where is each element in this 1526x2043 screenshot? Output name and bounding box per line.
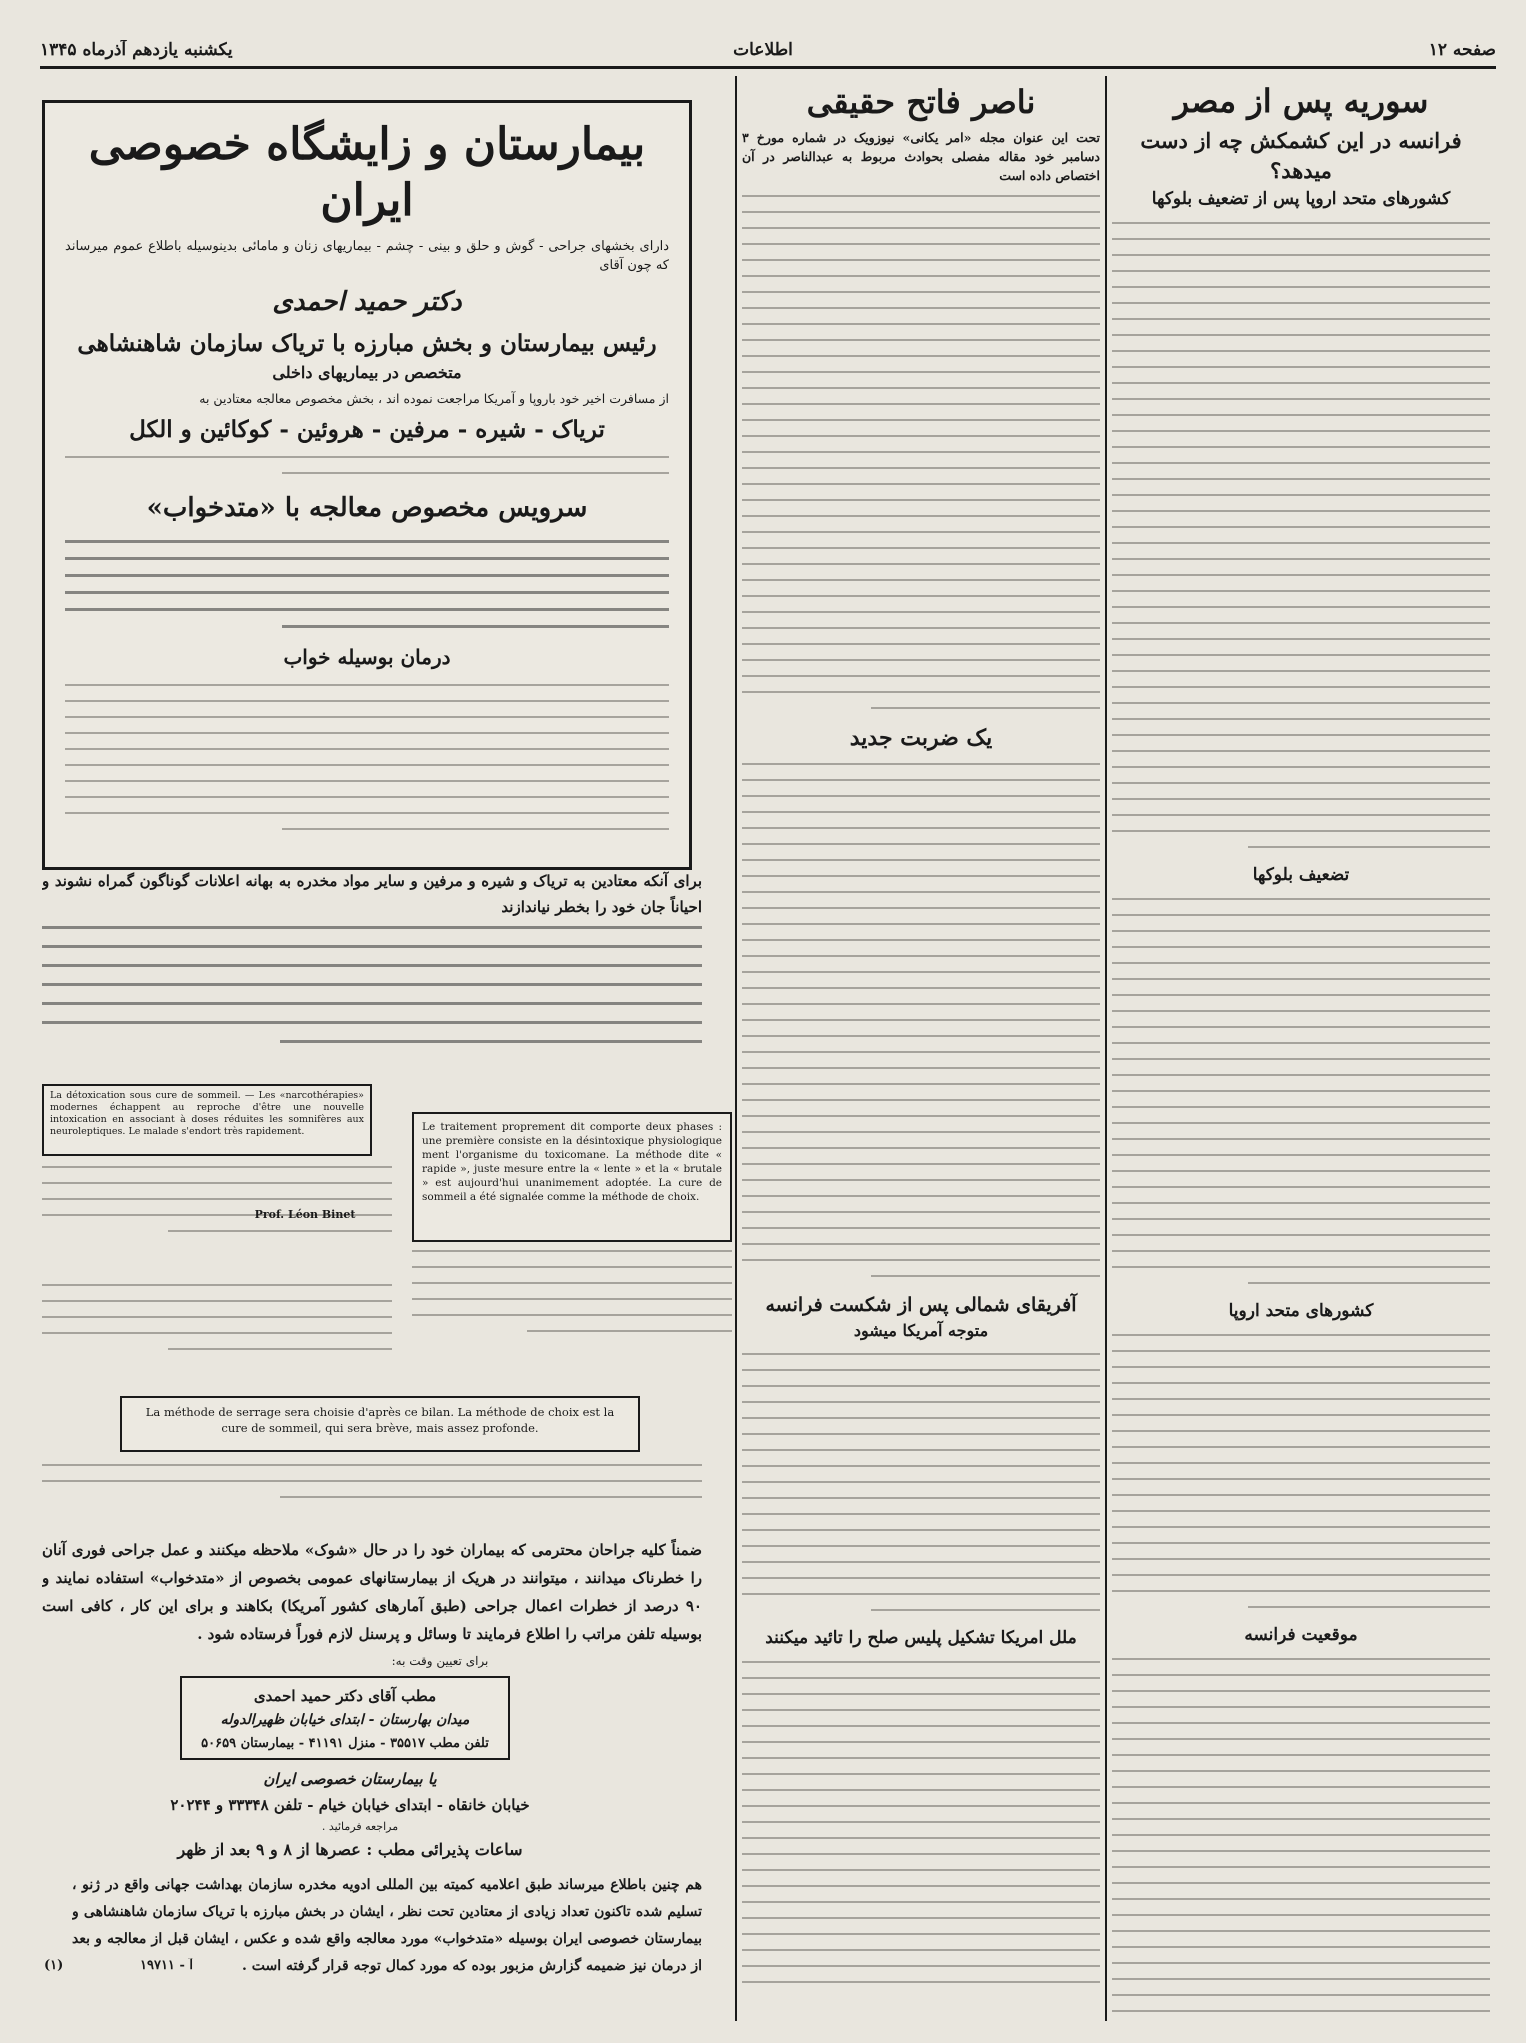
article-body [1112, 898, 1490, 1284]
doctor-specialty: متخصص در بیماریهای داخلی [272, 363, 462, 382]
hospital-departments: دارای بخشهای جراحی - گوش و حلق و بینی - چشم - بیماریهای زنان و مامائی بدینوسیله باطلاع عموم میرساند که چون آقای [65, 239, 669, 273]
office-line-2: میدان بهارستان - ابتدای خیابان ظهیرالدوله [220, 1712, 470, 1728]
article-body [742, 1353, 1100, 1611]
hospital-name: بیمارستان و زایشگاه خصوصی ایران [88, 119, 646, 226]
persian-translation-2 [412, 1250, 732, 1354]
french-quote-treatment: Le traitement proprement dit comporte deux phases : une première consiste en la désintoxique physiologique ment l'organisme du toxicomane. La méthode dite « rapide », juste mesure entre la « lente » et la « brutale » est aujourd'hui unanimement adoptée. La cure de sommeil a été signalée comme la méthode de choix. [412, 1112, 732, 1242]
column-divider [1105, 76, 1107, 2021]
office-line-3: تلفن مطب ۳۵۵۱۷ - منزل ۴۱۱۹۱ - بیمارستان ۵۰۶۵۹ [201, 1736, 489, 1751]
article-body [1112, 1334, 1490, 1608]
article-body [742, 195, 1100, 709]
office-address-box [180, 1676, 510, 1760]
ad-body [65, 540, 669, 628]
section-heading: یک ضربت جدید [849, 725, 993, 751]
persian-translation-4 [42, 1464, 702, 1526]
article-body [742, 1661, 1100, 1983]
french-quote-method: La méthode de serrage sera choisie d'après ce bilan. La méthode de choix est la cure de sommeil, qui sera brève, mais assez profonde. [120, 1396, 640, 1452]
hospital-alt-name: یا بیمارستان خصوصی ایران [263, 1770, 437, 1788]
article-subtitle: فرانسه در این کشمکش چه از دست میدهد؟ [1140, 128, 1462, 183]
doctor-returned: از مسافرت اخیر خود باروپا و آمریکا مراجعت نموده اند ، بخش مخصوص معالجه معتادین به [199, 391, 669, 406]
ad-body [65, 684, 669, 830]
section-subheading: متوجه آمریکا میشود [853, 1321, 989, 1340]
hospital-address: خیابان خانقاه - ابتدای خیابان خیام - تلفن ۳۳۳۴۸ و ۲۰۲۴۴ [170, 1796, 530, 1814]
drug-list: تریاک - شیره - مرفین - هروئین - کوکائین و الکل [129, 416, 605, 443]
article-syria [1112, 76, 1490, 2021]
article-body [1112, 1658, 1490, 2021]
office-line-1: مطب آقای دکتر حمید احمدی [253, 1687, 437, 1705]
sleep-treatment-heading: درمان بوسیله خواب [283, 645, 451, 669]
ad-reference-number: آ - ۱۹۷۱۱ [140, 1958, 193, 1973]
persian-translation-3 [42, 1284, 392, 1384]
article-nasser [742, 76, 1100, 2021]
surgeons-notice: ضمناً کلیه جراحان محترمی که بیماران خود را در حال «شوک» ملاحظه میکنند و عمل جراحی فوری آنان را خطرناک میدانند ، میتوانند در هریک از بیمارستانهای عمومی بخصوص از «متدخواب» استفاده نمایند و ۹۰ درصد از خطرات اعمال جراحی (طبق آمارهای کشور آمریکا) بکاهند و برای این کار ، کافی است بوسیله تلفن مراتب را اطلاع فرمایند تا وسائل و پرسنل لازم فوراً فرستاده شود . [42, 1541, 702, 1643]
appointment-label: برای تعیین وقت به: [391, 1654, 489, 1668]
article-intro: تحت این عنوان مجله «امر یکانی» نیوزویک در شماره مورخ ۳ دسامبر خود مقاله مفصلی بحوادث مربوط به عبدالناصر در آن اختصاص داده است [742, 130, 1100, 183]
article-body [742, 763, 1100, 1277]
public-notice: برای آنکه معتادین به تریاک و شیره و مرفین و سایر مواد مخدره به بهانه اعلانات گوناگون گمراه نشوند و احیاناً جان خود را بخطر نیاندازند [42, 872, 702, 916]
doctor-role: رئیس بیمارستان و بخش مبارزه با تریاک سازمان شاهنشاهی [77, 330, 657, 357]
ad-reference-index: (۱) [44, 1958, 64, 1973]
section-heading: ملل امریکا تشکیل پلیس صلح را تائید میکنند [765, 1628, 1077, 1648]
hospital-advertisement [42, 100, 692, 870]
section-heading: کشورهای متحد اروپا [1228, 1301, 1374, 1321]
office-hours: ساعات پذیرائی مطب : عصرها از ۸ و ۹ بعد از ظهر [177, 1840, 523, 1859]
sleep-method-service: سرویس مخصوص معالجه با «متدخواب» [146, 493, 588, 523]
section-heading: کشورهای متحد اروپا پس از تضعیف بلوکها [1151, 189, 1451, 209]
french-quote-detoxication: La détoxication sous cure de sommeil. — Les «narcothérapies» modernes échappent au reproche d'être une nouvelle intoxication en associant à doses réduites les somnifères aux neuroleptiques. Le malade s'endort très rapidement. [42, 1084, 372, 1156]
newspaper-name: اطلاعات [733, 40, 793, 60]
french-reference: Prof. Léon Binet [254, 1208, 356, 1221]
ad-body [65, 456, 669, 474]
section-heading: موقعیت فرانسه [1244, 1625, 1358, 1645]
article-title: ناصر فاتح حقیقی [806, 83, 1036, 121]
page-number: صفحه ۱۲ [1428, 40, 1496, 60]
section-heading: آفریقای شمالی پس از شکست فرانسه [765, 1294, 1077, 1316]
column-divider [735, 76, 737, 2021]
hospital-note: مراجعه فرمائید . [321, 1820, 399, 1833]
public-notice-body [42, 926, 702, 1086]
who-notice: هم چنین باطلاع میرساند طبق اعلامیه کمیته بین المللی ادویه مخدره سازمان بهداشت جهانی واقع در ژنو ، تسلیم شده تاکنون تعداد زیادی از معتادین تحت نظر ، ایشان در بخش مبارزه با تریاک سازمان شاهنشاهی و بیمارستان خصوصی ایران بوسیله «متدخواب» مورد معالجه واقع شده و عکس ، ایشان قبل از معالجه و بعد از درمان نیز ضمیمه گزارش مزبور بوده که مورد کمال توجه قرار گرفته است . [72, 1877, 702, 1974]
doctor-name: دکتر حمید احمدی [272, 287, 462, 317]
issue-date: یکشنبه یازدهم آذرماه ۱۳۴۵ [40, 40, 233, 60]
article-body [1112, 222, 1490, 848]
article-title: سوریه پس از مصر [1173, 82, 1429, 120]
section-heading: تضعیف بلوکها [1252, 865, 1350, 885]
header-rule [40, 66, 1496, 69]
